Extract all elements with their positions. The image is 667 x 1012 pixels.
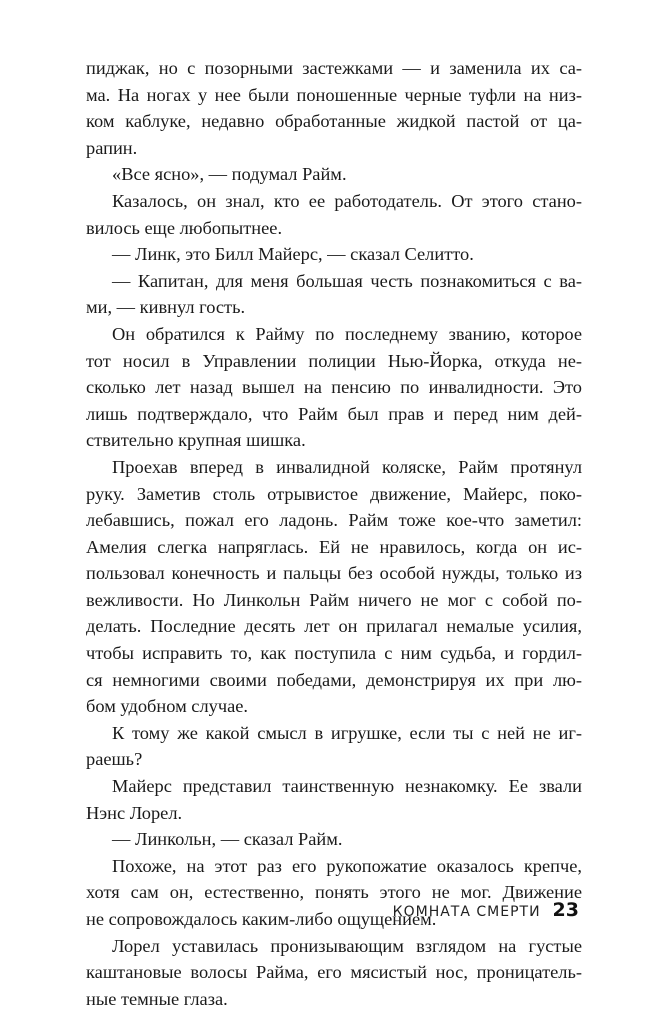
text-line: вилось еще любопытнее. [86,217,283,238]
text-line: Казалось, он знал, кто ее работодатель. От этого стано- [112,190,582,211]
text-line: каштановые волосы Райма, его мясистый нос, проницатель- [86,962,582,983]
running-title: КОМНАТА СМЕРТИ [392,904,541,920]
text-line: ми, — кивнул гость. [86,297,246,318]
text-line: ком каблуке, недавно обработанные жидкой пастой от ца- [86,111,582,132]
body-text [86,55,582,1012]
text-line: Нэнс Лорел. [86,802,183,823]
text-line: Майерс представил таинственную незнакомку. Ее звали [112,776,582,797]
text-line: пиджак, но с позорными застежками — и заменила их са- [86,58,582,78]
text-line: бом удобном случае. [86,696,249,717]
text-line: вежливости. Но Линкольн Райм ничего не мог с собой по- [86,589,582,610]
text-line: ствительно крупная шишка. [86,430,306,451]
text-line: «Все ясно», — подумал Райм. [112,164,347,185]
text-line: делать. Последние десять лет он прилагал немалые усилия, [86,616,582,637]
text-line: чтобы исправить то, как поступила с ним судьба, и гордил- [86,643,582,664]
text-line: ся немногими своими победами, демонстрируя их при лю- [86,669,582,690]
page-number: 23 [552,899,579,921]
text-line: хотя сам он, естественно, понять этого не мог. Движение [86,882,582,903]
text-line: сколько лет назад вышел на пенсию по инвалидности. Это [86,377,582,398]
text-line: — Линкольн, — сказал Райм. [112,829,343,850]
text-line: не сопровождалось каким-либо ощущением. [86,909,437,929]
text-line: Лорел уставилась пронизывающим взглядом на густые [112,935,582,956]
text-line: К тому же какой смысл в игрушке, если ты с ней не иг- [112,722,582,743]
text-line: Он обратился к Райму по последнему званию, которое [112,323,582,344]
text-line: Амелия слегка напряглась. Ей не нравилось, когда он ис- [86,536,582,557]
text-line: лишь подтверждало, что Райм был прав и перед ним дей- [86,403,582,424]
text-line: Похоже, на этот раз его рукопожатие оказалось крепче, [112,855,582,876]
text-line: — Линк, это Билл Майерс, — сказал Селитто. [112,244,474,265]
text-line: лебавшись, пожал его ладонь. Райм тоже кое-что заметил: [86,510,582,531]
text-line: ные темные глаза. [86,988,228,1009]
text-line: пользовал конечность и пальцы без особой нужды, только из [86,563,582,584]
text-line: Проехав вперед в инвалидной коляске, Райм протянул [112,456,582,477]
text-line: рапин. [86,137,138,158]
page-footer [393,899,579,921]
text-line: — Капитан, для меня большая честь познакомиться с ва- [112,270,582,291]
text-line: раешь? [86,749,143,770]
text-line: ма. На ногах у нее были поношенные черные туфли на низ- [86,84,582,105]
text-line: тот носил в Управлении полиции Нью-Йорка, откуда не- [86,350,582,371]
text-line: руку. Заметив столь отрывистое движение, Майерс, поко- [86,483,582,504]
